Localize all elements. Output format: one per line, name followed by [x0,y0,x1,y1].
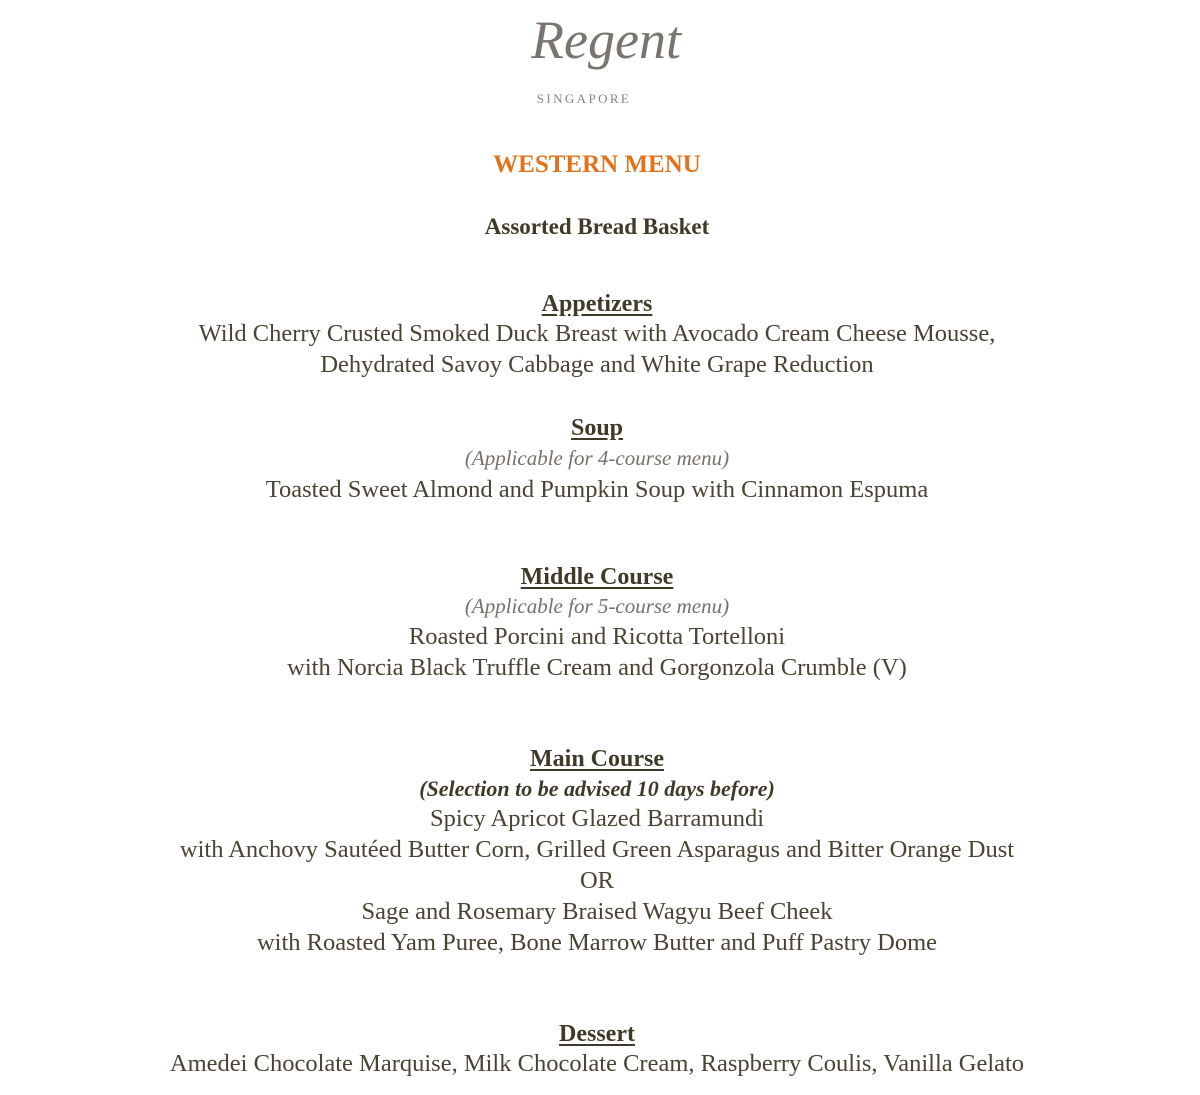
middle-course-line: with Norcia Black Truffle Cream and Gorgonzola Crumble (V) [287,654,907,681]
soup-note: (Applicable for 4-course menu) [464,446,730,470]
menu-title: WESTERN MENU [493,151,701,178]
regent-logo-graphic [490,6,730,106]
main-course-separator: OR [579,867,615,894]
middle-course-line: Roasted Porcini and Ricotta Tortelloni [408,623,786,650]
soup-heading: Soup [570,415,624,441]
middle-course-note: (Applicable for 5-course menu) [464,594,730,618]
dessert-heading: Dessert [559,1021,635,1047]
dessert-line: Amedei Chocolate Marquise, Milk Chocolate Cream, Raspberry Coulis, Vanilla Gelato [169,1050,1025,1077]
main-course-note: (Selection to be advised 10 days before) [419,776,775,801]
main-course-line: with Roasted Yam Puree, Bone Marrow Butter and Puff Pastry Dome [256,929,938,956]
main-course-line: Sage and Rosemary Braised Wagyu Beef Cheek [361,898,833,925]
appetizers-heading: Appetizers [541,291,653,317]
soup-line: Toasted Sweet Almond and Pumpkin Soup with Cinnamon Espuma [265,476,929,503]
bread-item: Assorted Bread Basket [484,214,710,239]
appetizer-line: Wild Cherry Crusted Smoked Duck Breast with Avocado Cream Cheese Mousse, [198,320,996,347]
middle-course-heading: Middle Course [520,564,674,590]
logo-wordmark: Regent [531,10,681,70]
appetizer-line: Dehydrated Savoy Cabbage and White Grape Reduction [320,351,874,378]
logo-location: SINGAPORE [536,91,632,106]
regent-logo [490,6,730,106]
main-course-heading: Main Course [530,746,664,772]
main-course-line: Spicy Apricot Glazed Barramundi [429,805,765,832]
main-course-line: with Anchovy Sautéed Butter Corn, Grilled Green Asparagus and Bitter Orange Dust [179,836,1015,863]
